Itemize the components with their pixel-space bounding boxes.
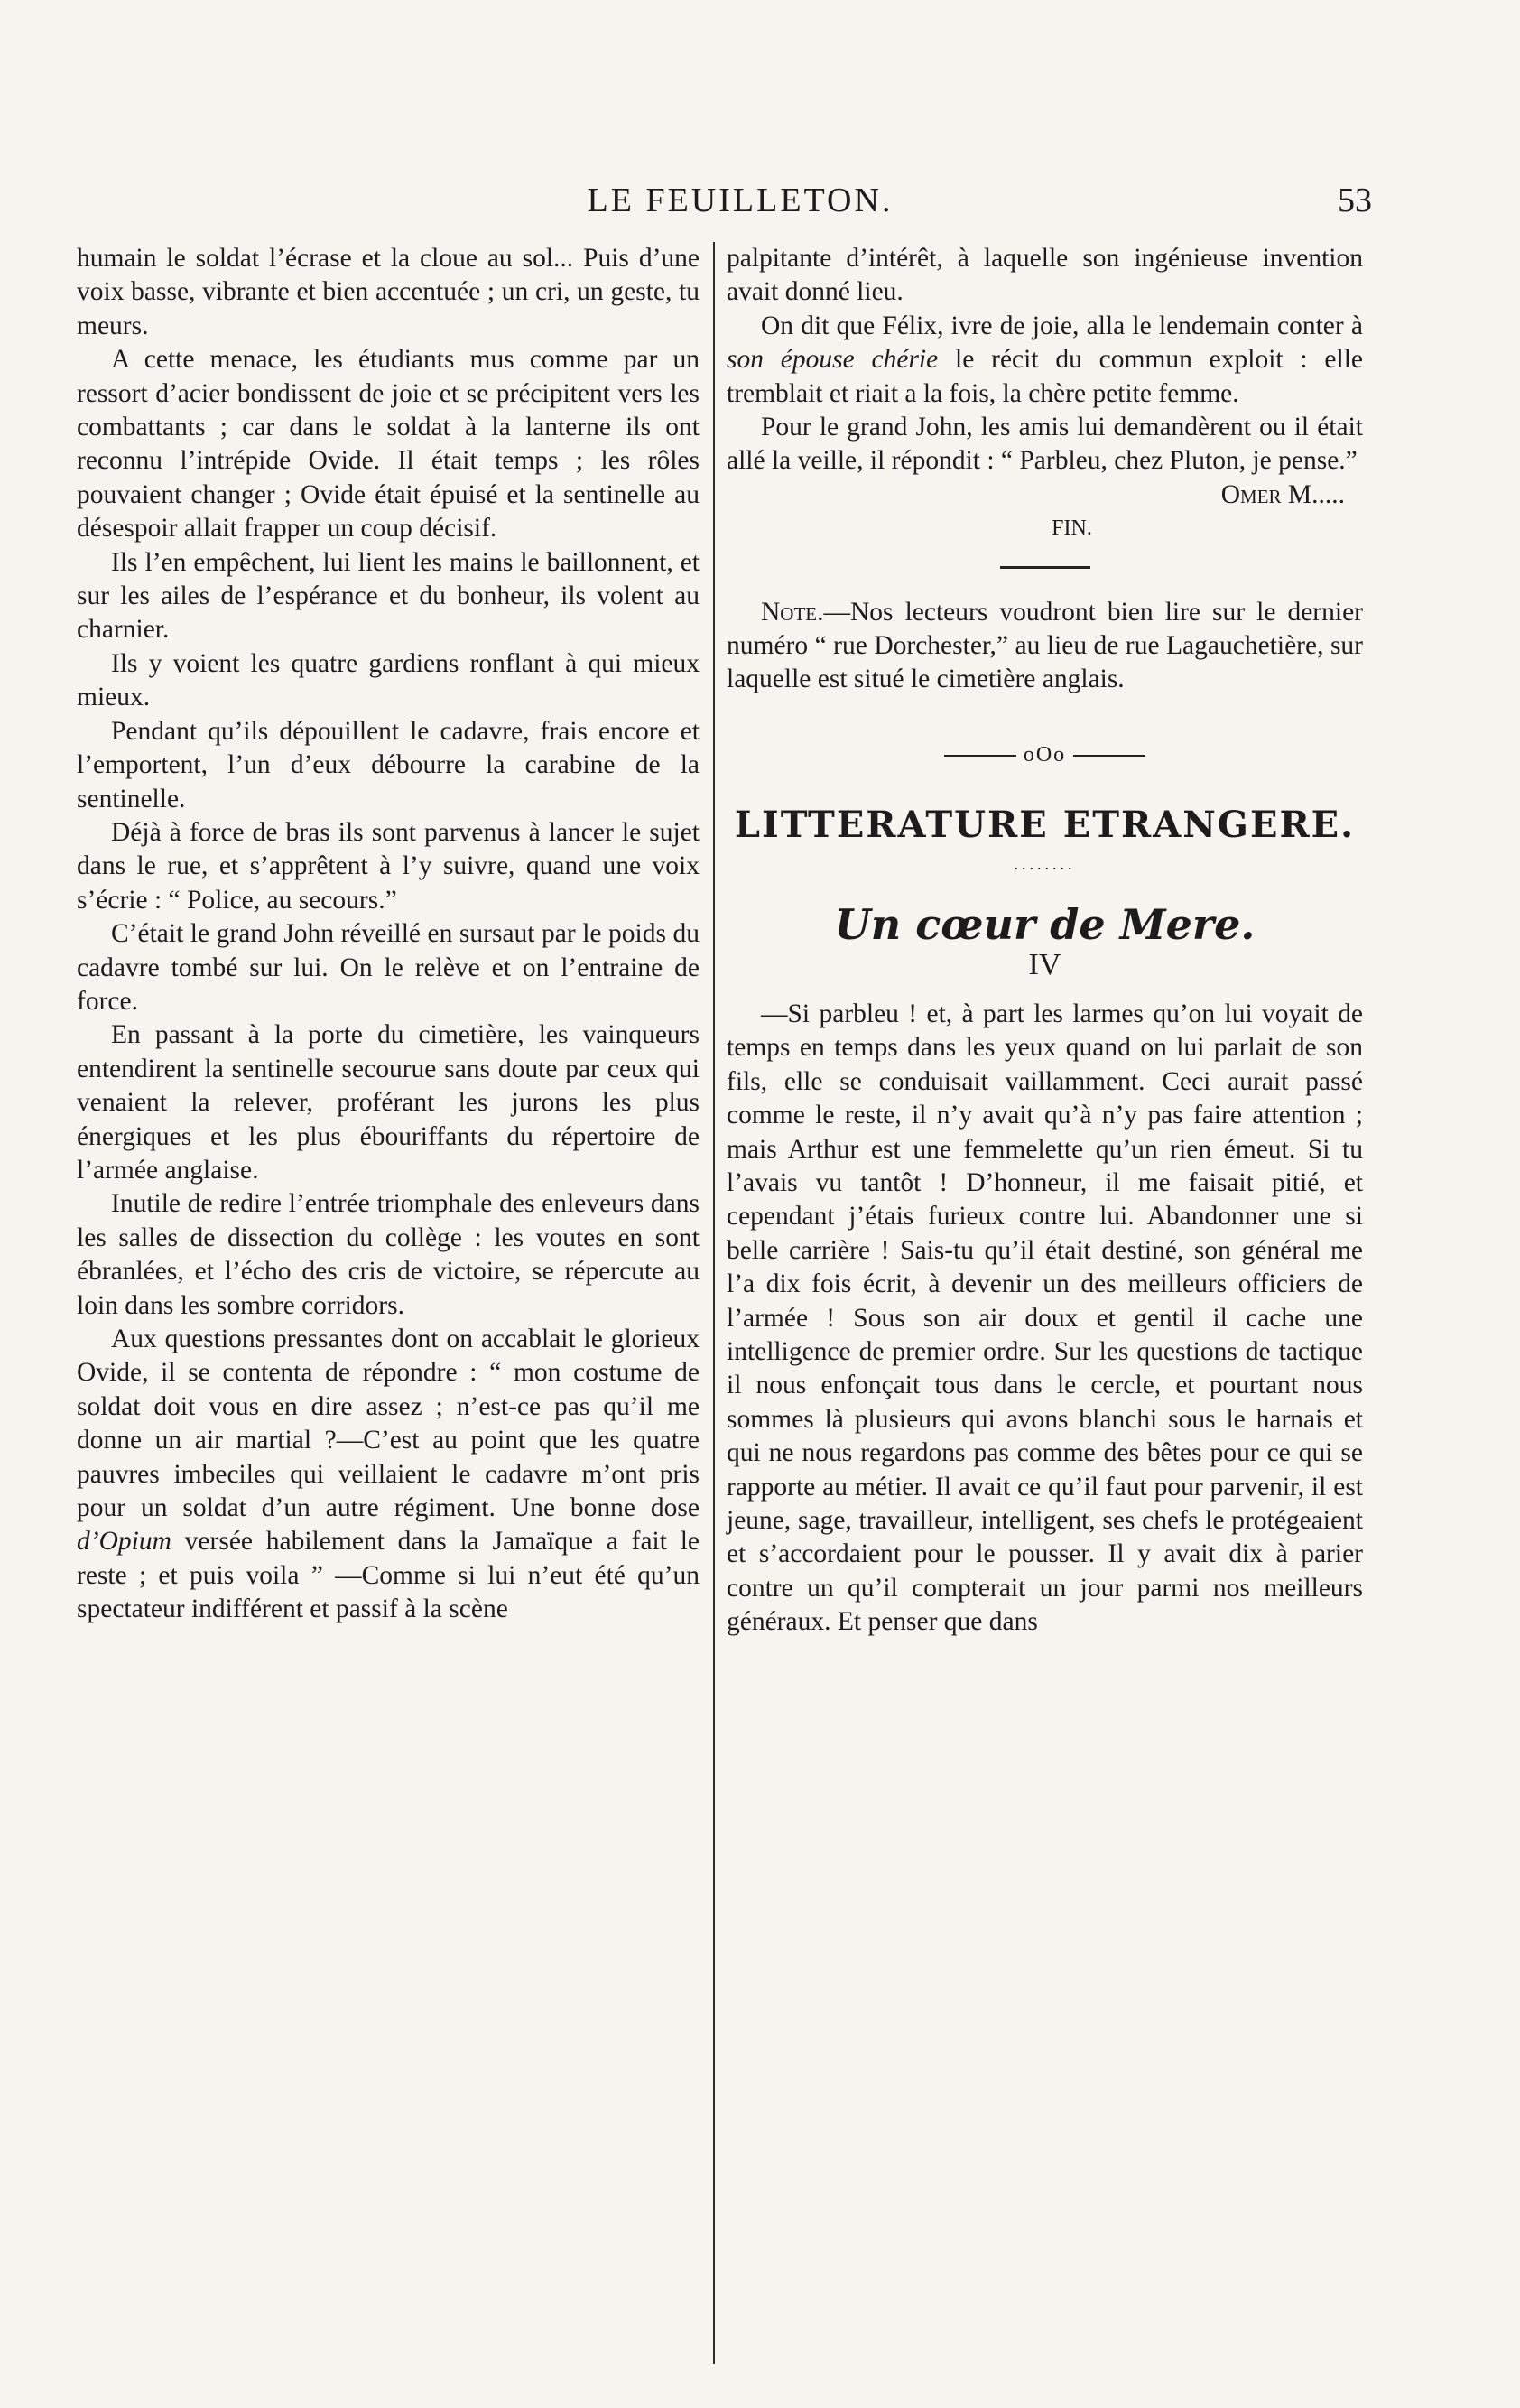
paragraph: A cette menace, les étudiants mus comme par un ressort d’acier bondissent de joie et se précipitent vers les combattants ; car dans le soldat à la lanterne ils ont reconnu l’intrépide Ovide. Il était temps ; les rôles pouvaient changer ; Ovide était épuisé et la sentinelle au désespoir allait frapper un coup décisif. (77, 345, 700, 544)
page-number: 53 (1338, 181, 1372, 219)
column-divider (713, 242, 715, 2364)
ornament-line-right (1073, 755, 1145, 757)
note-label: Note. (761, 597, 824, 627)
paragraph: palpitante d’intérêt, à laquelle son ingénieuse invention avait donné lieu. (727, 244, 1363, 307)
note-text: —Nos lecteurs voudront bien lire sur le dernier numéro “ rue Dorchester,” au lieu de rue Lagauchetière, sur laquelle est situé le cimetière anglais. (727, 597, 1363, 694)
author-signature: Omer M..... (1220, 479, 1345, 509)
editor-note (727, 596, 1363, 697)
text-run: versée habilement dans la Jamaïque a fait le reste ; et puis voila ” —Comme si lui n’eut été qu’un spectateur indifférent et passif à la scène (77, 1527, 700, 1624)
italic-text: son épouse chérie (727, 345, 939, 375)
ornament-glyph: oOo (1023, 742, 1067, 767)
running-header-title: LE FEUILLETON. (587, 181, 894, 219)
chapter-number: IV (1028, 947, 1061, 981)
ornamental-divider (727, 739, 1363, 772)
separator-rule (1000, 566, 1090, 569)
paragraph: —Si parbleu ! et, à part les larmes qu’on lui voyait de temps en temps dans les yeux quand on lui parlait de son fils, elle se conduisait vaillamment. Ceci aurait passé comme le reste, il n’y avait qu’à n’y pas faire attention ; mais Arthur est une femmelette qu’un rien émeut. Si tu l’avais vu tantôt ! D’honneur, il me faisait pitié, et cependant j’étais furieux contre lui. Abandonner une si belle carrière ! Sais-tu qu’il était destiné, son général me l’a dix fois écrit, à devenir un des meilleurs officiers de l’armée ! Sous son air doux et gentil il cache une intelligence de premier ordre. Sur les questions de tactique il nous enfonçait tous dans le cercle, et pourtant nous sommes là plusieurs qui avons blanchi sous le harnais et qui ne nous regardons pas comme des bêtes pour ce qui se rapporte au métier. Il avait ce qu’il faut pour parvenir, il est jeune, sage, travailleur, intelligent, ses chefs le protégeaient et s’accordaient pour le pousser. Il y avait dix à parier contre un qu’il compterait un jour parmi nos meilleurs généraux. Et penser que dans (727, 999, 1363, 1637)
paragraph: C’était le grand John réveillé en sursaut par le poids du cadavre tombé sur lui. On le relève et on l’entraine de force. (77, 919, 700, 1016)
right-column (727, 242, 1363, 1640)
dotted-separator: ........ (1014, 854, 1076, 873)
text-run: Aux questions pressantes dont on accablait le glorieux Ovide, il se contenta de répondre : “ mon costume de soldat doit vous en dire assez ; n’est-ce pas qu’il me donne un air martial ?—C’est au point que les quatre pauvres imbeciles qui veillaient le cadavre m’ont pris pour un soldat d’un autre régiment. Une bonne dose (77, 1325, 700, 1523)
paragraph: Ils y voient les quatre gardiens ronflant à qui mieux mieux. (77, 648, 700, 712)
paragraph: humain le soldat l’écrase et la cloue au sol... Puis d’une voix basse, vibrante et bien accentuée ; un cri, un geste, tu meurs. (77, 244, 700, 340)
text-run: le récit du commun exploit : elle tremblait et riait a la fois, la chère petite femme. (727, 345, 1363, 408)
paragraph: Inutile de redire l’entrée triomphale des enleveurs dans les salles de dissection du collège : les voutes en sont ébranlées, et l’écho des cris de victoire, se répercute au loin dans les sombre corridors. (77, 1189, 700, 1320)
paragraph (727, 310, 1363, 411)
paragraph: Déjà à force de bras ils sont parvenus à lancer le sujet dans le rue, et s’apprêtent à l’y suivre, quand une voix s’écrie : “ Police, au secours.” (77, 817, 700, 915)
paragraph: En passant à la porte du cimetière, les vainqueurs entendirent la sentinelle secourue sans doute par ceux qui venaient la relever, proférant les jurons les plus énergiques et les plus ébouriffants du répertoire de l’armée anglaise. (77, 1020, 700, 1185)
paragraph: Ils l’en empêchent, lui lient les mains le baillonnent, et sur les ailes de l’espérance et du bonheur, ils volent au charnier. (77, 547, 700, 645)
paragraph: Pendant qu’ils dépouillent le cadavre, frais encore et l’emportent, l’un d’eux débourre la carabine de la sentinelle. (77, 716, 700, 814)
left-column (77, 242, 700, 1627)
fin-marker: FIN. (1052, 516, 1092, 541)
text-run: On dit que Félix, ivre de joie, alla le lendemain conter à (761, 311, 1363, 340)
paragraph (77, 1323, 700, 1627)
paragraph: Pour le grand John, les amis lui demandèrent ou il était allé la veille, il répondit : “ Parbleu, chez Pluton, je pense.” (727, 413, 1363, 476)
italic-text: d’Opium (77, 1527, 171, 1557)
section-title: LITTERATURE ETRANGERE. (734, 804, 1356, 847)
ornament-line-left (944, 755, 1016, 757)
story-title: Un cœur de Mere. (834, 900, 1256, 950)
